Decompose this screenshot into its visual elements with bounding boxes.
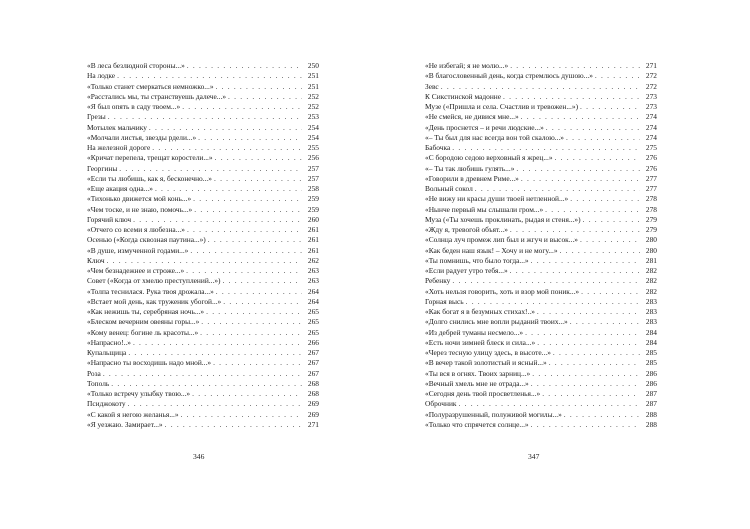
toc-entry (87, 328, 319, 338)
toc-entry-title: «Толпа теснилася. Рука твоя дрожала...» (87, 286, 214, 296)
toc-entry-title: На железной дороге (87, 143, 151, 152)
leader-dots (111, 379, 302, 389)
toc-entry-page: 277 (645, 184, 657, 193)
toc-entry-page: 272 (645, 71, 657, 81)
toc-entry (87, 369, 319, 379)
leader-dots (537, 338, 640, 348)
toc-entry-page: 274 (645, 122, 657, 132)
toc-entry (87, 379, 319, 389)
toc-entry (87, 389, 319, 399)
toc-entry-title: «Встает мой день, как труженик убогой...» (87, 296, 222, 306)
toc-entry-title: «В благословенный день, когда стремлюсь душою...» (425, 71, 593, 81)
toc-entry-page: 286 (645, 368, 657, 378)
leader-dots (223, 276, 303, 286)
leader-dots (165, 420, 302, 430)
leader-dots (510, 225, 640, 235)
toc-entry-title: «Говорили в древнем Риме...» (425, 173, 519, 183)
toc-entry-page: 262 (307, 255, 319, 265)
toc-entry-title: «С какой я негою желанья...» (87, 409, 179, 419)
leader-dots (459, 399, 640, 409)
toc-entry-title: «Я уезжаю. Замирает...» (87, 419, 163, 429)
toc-entry-title: «Не вижу ни красы души твоей нетленной...» (425, 194, 569, 204)
toc-entry-page: 273 (645, 91, 657, 101)
leader-dots (190, 246, 302, 256)
toc-entry-page: 254 (307, 122, 319, 132)
leader-dots (228, 92, 302, 102)
toc-entry (87, 266, 319, 276)
toc-entry-page: 267 (307, 348, 319, 357)
toc-entry (425, 276, 657, 286)
toc-entry (87, 133, 319, 143)
leader-dots (537, 307, 640, 317)
toc-entry (425, 358, 657, 368)
leader-dots (546, 123, 640, 133)
toc-entry-title: «Чем безнадежнее и строже...» (87, 266, 185, 275)
toc-entry-title: «Полуразрушенный, полуживой могилы...» (425, 409, 562, 419)
toc-entry-title: Осенью («Когда сквозная паутина...») (87, 235, 206, 245)
toc-entry-title: Зевс (425, 81, 439, 91)
toc-entry-title: «Ты вся в огнях. Твоих зарниц...» (425, 368, 531, 378)
toc-entry (425, 112, 657, 122)
toc-entry (425, 246, 657, 256)
toc-entry-title: «Нынче первый мы слышали гром...» (425, 204, 544, 214)
toc-entry (87, 287, 319, 297)
toc-entry-title: Бабочка (425, 143, 451, 152)
toc-entry (87, 184, 319, 194)
leader-dots (107, 256, 302, 266)
toc-entry-page: 261 (307, 235, 319, 245)
toc-entry (87, 348, 319, 358)
toc-entry (87, 338, 319, 348)
toc-entry-title: «Если радует утро тебя...» (425, 266, 508, 275)
toc-entry (425, 82, 657, 92)
toc-entry-title: «Только встречу улыбку твою...» (87, 389, 191, 398)
toc-entry-page: 257 (307, 163, 319, 173)
toc-entry-page: 267 (307, 358, 319, 368)
toc-entry-title: «Напрасно!..» (87, 337, 131, 347)
right-page (425, 61, 657, 430)
toc-entry (425, 348, 657, 358)
leader-dots (466, 297, 640, 307)
toc-entry-page: 279 (645, 214, 657, 224)
leader-dots (216, 287, 302, 297)
toc-entry-title: Оброчник (425, 399, 457, 409)
leader-dots (564, 410, 640, 420)
toc-entry-page: 264 (307, 286, 319, 296)
toc-entry-page: 277 (645, 173, 657, 183)
toc-entry (425, 215, 657, 225)
leader-dots (531, 420, 640, 430)
leader-dots (193, 194, 302, 204)
toc-entry (87, 256, 319, 266)
leader-dots (566, 133, 640, 143)
toc-entry-title: «– Ты был для нас всегда вон той скалою...» (425, 132, 564, 142)
toc-entry (87, 399, 319, 409)
toc-entry-title: «Не смейся, не дивися мне...» (425, 112, 519, 122)
toc-entry-title: «Расстались мы, ты странствуешь далече...» (87, 91, 227, 101)
toc-entry-title: Георгины (87, 163, 118, 173)
toc-entry-title: «Молчали листья, звезды рдели...» (87, 132, 197, 142)
leader-dots (213, 358, 302, 368)
toc-entry-title: «Долго снились мне вопли рыданий твоих...» (425, 317, 568, 327)
toc-entry-title: Горячий ключ (87, 214, 132, 224)
leader-dots (216, 82, 302, 92)
leader-dots (206, 307, 302, 317)
leader-dots (555, 153, 640, 163)
toc-entry (425, 369, 657, 379)
toc-entry (87, 164, 319, 174)
toc-entry-page: 285 (645, 348, 657, 357)
toc-entry-title: «Только что спрячется солнце...» (425, 419, 529, 429)
toc-entry-page: 259 (307, 204, 319, 214)
toc-entry (87, 297, 319, 307)
toc-entry (425, 420, 657, 430)
toc-entry (87, 410, 319, 420)
toc-entry-title: «Если ты любишь, как я, бесконечно...» (87, 173, 212, 183)
toc-entry (425, 225, 657, 235)
toc-entry-title: «Как богат я в безумных стихах!..» (425, 307, 535, 316)
toc-entry-title: «Сегодня день твой просветленья...» (425, 389, 541, 398)
leader-dots (542, 389, 640, 399)
toc-entry-title: «День проснется – и речи людские...» (425, 122, 544, 132)
toc-entry-page: 280 (645, 245, 657, 255)
toc-entry (425, 399, 657, 409)
toc-entry-page: 284 (645, 337, 657, 347)
toc-entry-page: 276 (645, 163, 657, 173)
toc-entry-title: Тополь (87, 378, 110, 388)
toc-entry-title: «Как нежишь ты, серебряная ночь...» (87, 307, 205, 316)
toc-entry-title: Мотылек мальчику (87, 122, 147, 132)
toc-entry (87, 307, 319, 317)
toc-entry (425, 143, 657, 153)
toc-entry (87, 225, 319, 235)
toc-entry-page: 263 (307, 266, 319, 275)
toc-entry (87, 194, 319, 204)
leader-dots (200, 328, 302, 338)
leader-dots (583, 215, 640, 225)
leader-dots (545, 205, 640, 215)
leader-dots (182, 102, 302, 112)
toc-entry-title: «Не избегай; я не молю...» (425, 61, 509, 70)
toc-entry-page: 258 (307, 184, 319, 193)
toc-entry-title: «Чем тоске, и не знаю, помочь...» (87, 204, 193, 214)
toc-entry-page: 281 (645, 255, 657, 265)
toc-entry-title: На лодке (87, 71, 116, 81)
leader-dots (510, 266, 640, 276)
leader-dots (133, 215, 302, 225)
toc-entry-page: 265 (307, 307, 319, 316)
leader-dots (223, 297, 302, 307)
toc-entry-page: 271 (307, 419, 319, 429)
toc-entry-page: 266 (307, 337, 319, 347)
page-number-right: 347 (528, 452, 540, 461)
toc-entry (87, 358, 319, 368)
toc-list-right (425, 61, 657, 430)
toc-entry-page: 268 (307, 389, 319, 398)
leader-dots (525, 328, 640, 338)
toc-entry (425, 379, 657, 389)
toc-entry-page: 269 (307, 399, 319, 409)
toc-entry (425, 194, 657, 204)
toc-entry-page: 268 (307, 378, 319, 388)
toc-entry (87, 143, 319, 153)
toc-entry-title: «Вечный хмель мне не отрада...» (425, 378, 529, 388)
leader-dots (187, 61, 302, 71)
leader-dots (532, 369, 640, 379)
toc-entry (425, 71, 657, 81)
toc-entry-title: «Напрасно ты восходишь надо мной...» (87, 358, 212, 368)
toc-entry-page: 279 (645, 225, 657, 234)
toc-entry (87, 235, 319, 245)
toc-entry-page: 252 (307, 102, 319, 111)
toc-entry-page: 255 (307, 143, 319, 152)
toc-entry-title: «Как беден наш язык! – Хочу и не могу...» (425, 245, 558, 255)
toc-entry-title: Муза («Ты хочешь проклинать, рыдая и стеня...») (425, 214, 581, 224)
toc-entry-page: 260 (307, 214, 319, 224)
toc-entry-page: 288 (645, 419, 657, 429)
toc-entry-page: 269 (307, 409, 319, 419)
toc-entry-page: 250 (307, 61, 319, 70)
toc-entry-page: 274 (645, 112, 657, 122)
leader-dots (452, 276, 640, 286)
toc-entry-page: 278 (645, 204, 657, 214)
left-page (87, 61, 319, 430)
toc-entry-page: 256 (307, 153, 319, 163)
leader-dots (521, 112, 640, 122)
toc-entry (87, 153, 319, 163)
page-number-left: 346 (193, 452, 205, 461)
leader-dots (441, 82, 640, 92)
toc-entry-page: 276 (645, 153, 657, 163)
toc-entry (425, 102, 657, 112)
leader-dots (155, 184, 302, 194)
toc-entry-title: «Через тесную улицу здесь, в высоте...» (425, 348, 551, 357)
toc-entry (87, 92, 319, 102)
toc-entry (87, 123, 319, 133)
toc-entry-title: «Ты помнишь, что было тогда...» (425, 255, 529, 265)
leader-dots (570, 317, 640, 327)
toc-entry (425, 338, 657, 348)
toc-entry-page: 283 (645, 317, 657, 327)
toc-entry-page: 267 (307, 368, 319, 378)
toc-entry-title: «В душе, измученной годами...» (87, 245, 189, 255)
leader-dots (208, 235, 302, 245)
leader-dots (531, 379, 640, 389)
toc-entry-title: «Из дебрей туманы несмело...» (425, 327, 524, 337)
toc-entry-title: «Только станет смеркаться немножко...» (87, 81, 214, 91)
toc-entry-page: 287 (645, 399, 657, 409)
toc-entry-title: «В леса безлюдной стороны...» (87, 61, 185, 70)
toc-entry-title: Грезы (87, 112, 106, 122)
toc-entry-title: «– Ты так любишь гулять...» (425, 163, 515, 173)
toc-entry (87, 71, 319, 81)
toc-entry-page: 261 (307, 225, 319, 234)
leader-dots (194, 205, 302, 215)
toc-entry (425, 123, 657, 133)
leader-dots (117, 71, 302, 81)
toc-entry-page: 265 (307, 327, 319, 337)
toc-entry-title: «Хоть нельзя говорить, хоть и взор мой поник...» (425, 286, 580, 296)
toc-entry-page: 288 (645, 409, 657, 419)
toc-entry-title: «Кричат перепела, трещат коростели...» (87, 153, 213, 163)
toc-entry-page: 257 (307, 173, 319, 183)
toc-entry-title: «Блеском вечерним овеяны горы...» (87, 317, 200, 327)
toc-entry-title: «Кому венец: богине ль красоты...» (87, 327, 199, 337)
leader-dots (516, 164, 640, 174)
toc-entry-page: 280 (645, 235, 657, 245)
toc-entry-title: Роза (87, 368, 101, 378)
leader-dots (192, 389, 302, 399)
leader-dots (510, 61, 640, 71)
toc-entry-page: 265 (307, 317, 319, 327)
toc-entry-page: 259 (307, 194, 319, 204)
leader-dots (560, 246, 640, 256)
toc-entry (87, 276, 319, 286)
toc-entry-title: Горная высь (425, 296, 464, 306)
leader-dots (152, 143, 302, 153)
toc-entry (425, 61, 657, 71)
toc-entry-title: Вольный сокол (425, 184, 473, 193)
leader-dots (580, 235, 640, 245)
toc-entry-title: «Отчего со всеми я любезна...» (87, 225, 185, 234)
toc-entry-title: К Сикстинской мадонне (425, 91, 502, 101)
toc-entry (425, 205, 657, 215)
toc-entry (425, 164, 657, 174)
leader-dots (215, 153, 302, 163)
leader-dots (103, 369, 302, 379)
toc-entry-title: Совет («Когда от хмелю преступлений...») (87, 276, 221, 286)
toc-entry (425, 328, 657, 338)
toc-entry-page: 286 (645, 378, 657, 388)
leader-dots (198, 133, 302, 143)
toc-entry-title: Ребенку (425, 276, 451, 286)
toc-entry-title: «С бородою седою верховный я жрец...» (425, 153, 553, 163)
toc-entry (87, 205, 319, 215)
toc-entry-page: 274 (645, 132, 657, 142)
toc-entry-title: «Еще акация одна...» (87, 184, 153, 193)
toc-list-left (87, 61, 319, 430)
toc-entry (425, 92, 657, 102)
leader-dots (452, 143, 640, 153)
toc-entry (87, 246, 319, 256)
toc-entry (87, 420, 319, 430)
toc-entry-title: «Жду я, тревогой объят...» (425, 225, 508, 234)
leader-dots (181, 410, 302, 420)
leader-dots (553, 348, 640, 358)
toc-entry (425, 235, 657, 245)
toc-entry-page: 275 (645, 143, 657, 152)
toc-entry (87, 215, 319, 225)
toc-entry (425, 410, 657, 420)
toc-entry-page: 251 (307, 81, 319, 91)
toc-entry (87, 112, 319, 122)
toc-entry-page: 287 (645, 389, 657, 398)
toc-entry-page: 273 (645, 102, 657, 111)
toc-entry-page: 271 (645, 61, 657, 70)
leader-dots (475, 184, 640, 194)
leader-dots (133, 338, 302, 348)
toc-entry-page: 283 (645, 296, 657, 306)
leader-dots (581, 287, 640, 297)
leader-dots (186, 266, 302, 276)
leader-dots (580, 102, 640, 112)
toc-entry (87, 174, 319, 184)
toc-entry (425, 287, 657, 297)
toc-entry-title: Ключ (87, 255, 105, 265)
toc-entry-page: 254 (307, 132, 319, 142)
toc-entry (87, 102, 319, 112)
toc-entry-page: 253 (307, 112, 319, 122)
toc-entry-page: 263 (307, 276, 319, 286)
toc-entry-page: 284 (645, 327, 657, 337)
toc-entry (425, 184, 657, 194)
leader-dots (521, 174, 640, 184)
leader-dots (549, 358, 640, 368)
toc-entry-page: 272 (645, 81, 657, 91)
leader-dots (119, 164, 302, 174)
toc-entry (425, 174, 657, 184)
toc-entry-page: 264 (307, 296, 319, 306)
toc-entry-title: «Я был опять в саду твоем...» (87, 102, 181, 111)
leader-dots (570, 194, 640, 204)
toc-entry-page: 282 (645, 276, 657, 286)
toc-entry-page: 252 (307, 91, 319, 101)
toc-entry-title: «В вечер такой золотистый и ясный...» (425, 358, 547, 368)
leader-dots (108, 112, 302, 122)
toc-entry-title: «Тихонько движется мой конь...» (87, 194, 192, 204)
toc-entry (425, 256, 657, 266)
leader-dots (503, 92, 640, 102)
toc-entry-page: 251 (307, 71, 319, 81)
toc-entry (425, 266, 657, 276)
toc-entry-page: 282 (645, 266, 657, 275)
toc-entry-title: «Солнца луч промеж лип был и жгуч и высок...» (425, 235, 578, 245)
toc-entry (87, 61, 319, 71)
toc-entry (87, 317, 319, 327)
toc-entry-page: 278 (645, 194, 657, 204)
toc-entry (425, 133, 657, 143)
leader-dots (201, 317, 302, 327)
leader-dots (214, 174, 302, 184)
leader-dots (128, 348, 302, 358)
toc-entry-page: 282 (645, 286, 657, 296)
toc-entry-title: «Есть ночи зимней блеск и сила...» (425, 337, 536, 347)
toc-entry-page: 285 (645, 358, 657, 368)
toc-entry (425, 389, 657, 399)
toc-entry (425, 297, 657, 307)
leader-dots (187, 225, 302, 235)
leader-dots (531, 256, 640, 266)
leader-dots (149, 123, 302, 133)
leader-dots (128, 399, 302, 409)
toc-entry (425, 153, 657, 163)
toc-entry-title: Купальщица (87, 348, 127, 357)
toc-entry-title: Музе («Пришла и села. Счастлив и тревожен...») (425, 102, 579, 111)
toc-entry (425, 317, 657, 327)
toc-entry (425, 307, 657, 317)
toc-entry-page: 261 (307, 245, 319, 255)
toc-entry (87, 82, 319, 92)
toc-entry-title: Псиджокоту (87, 399, 126, 409)
toc-entry-page: 283 (645, 307, 657, 316)
leader-dots (595, 71, 640, 81)
